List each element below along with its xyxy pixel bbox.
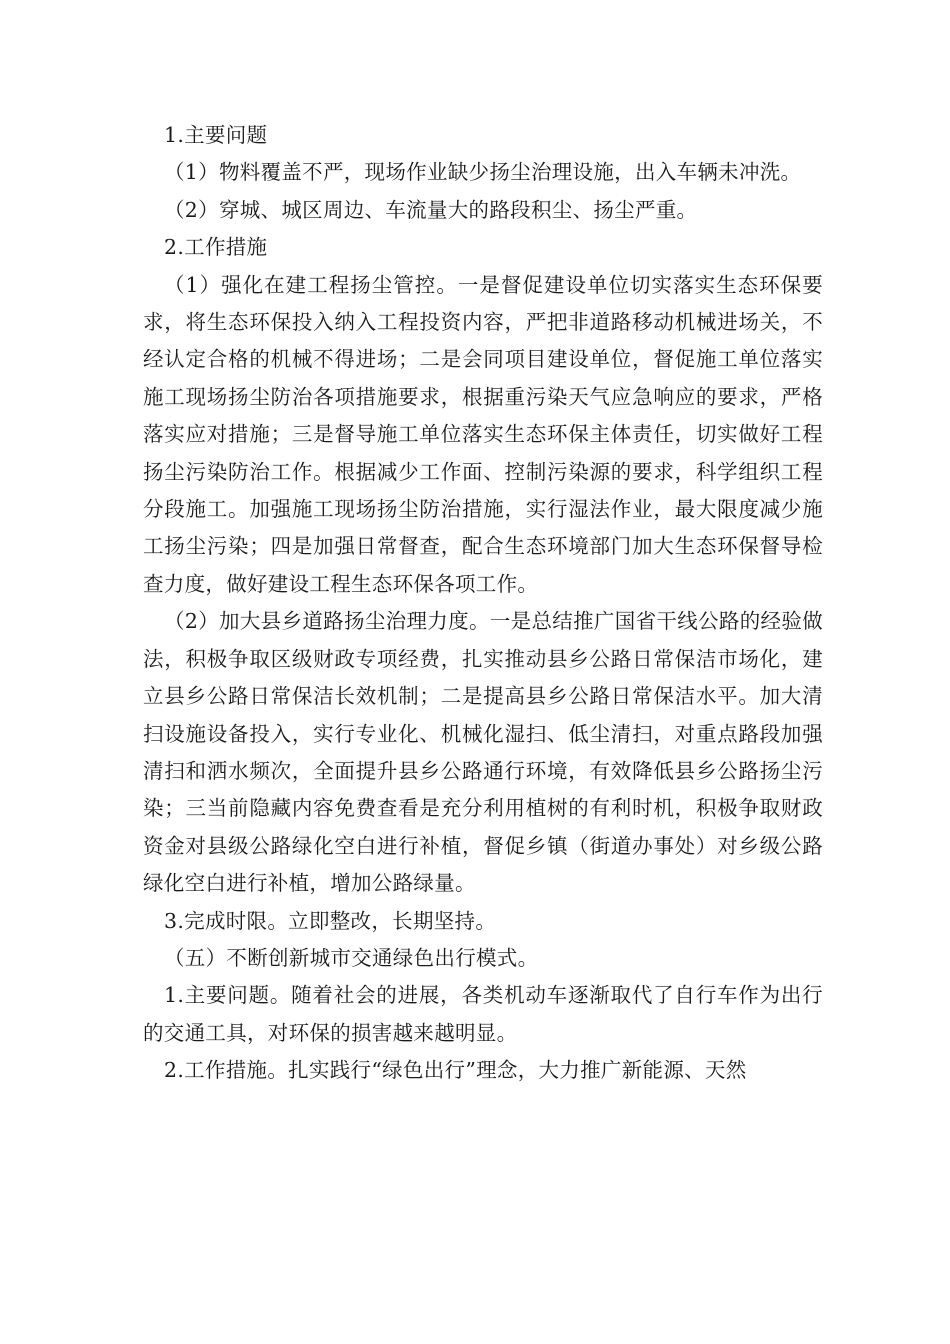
paragraph-measure-1: （1）强化在建工程扬尘管控。一是督促建设单位切实落实生态环保要求，将生态环保投入纳入工程投资内容，严把非道路移动机械进场关，不经认定合格的机械不得进场；二是会同项目建设单位，督促施工单位落实施工现场扬尘防治各项措施要求，根据重污染天气应急响应的要求，严格落实应对措施；三是督导施工单位落实生态环保主体责任，切实做好工程扬尘污染防治工作。根据减少工作面、控制污染源的要求，科学组织工程分段施工。加强施工现场扬尘防治措施，实行湿法作业，最大限度减少施工扬尘污染；四是加强日常督查，配合生态环境部门加大生态环保督导检查力度，做好建设工程生态环保各项工作。	[143, 272, 823, 596]
paragraph-problem-2: （2）穿城、城区周边、车流量大的路段积尘、扬尘严重。	[164, 197, 698, 222]
document-body	[143, 117, 823, 1090]
heading-work-measures: 2.工作措施	[164, 235, 268, 260]
paragraph-deadline: 3.完成时限。立即整改，长期坚持。	[164, 908, 497, 933]
section-heading-5: （五）不断创新城市交通绿色出行模式。	[164, 945, 539, 970]
paragraph-section5-problem: 1.主要问题。随着社会的进展，各类机动车逐渐取代了自行车作为出行的交通工具，对环保的损害越来越明显。	[143, 983, 823, 1045]
paragraph-problem-1: （1）物料覆盖不严，现场作业缺少扬尘治理设施，出入车辆未冲洗。	[164, 160, 802, 185]
paragraph-section5-measures: 2.工作措施。扎实践行“绿色出行”理念，大力推广新能源、天然	[164, 1058, 747, 1083]
heading-main-problems: 1.主要问题	[164, 123, 268, 147]
paragraph-measure-2: （2）加大县乡道路扬尘治理力度。一是总结推广国省干线公路的经验做法，积极争取区级财政专项经费，扎实推动县乡公路日常保洁市场化，建立县乡公路日常保洁长效机制；二是提高县乡公路日常保洁水平。加大清扫设施设备投入，实行专业化、机械化湿扫、低尘清扫，对重点路段加强清扫和洒水频次，全面提升县乡公路通行环境，有效降低县乡公路扬尘污染；三当前隐藏内容免费查看是充分利用植树的有利时机，积极争取财政资金对县级公路绿化空白进行补植，督促乡镇（街道办事处）对乡级公路绿化空白进行补植，增加公路绿量。	[143, 609, 823, 896]
